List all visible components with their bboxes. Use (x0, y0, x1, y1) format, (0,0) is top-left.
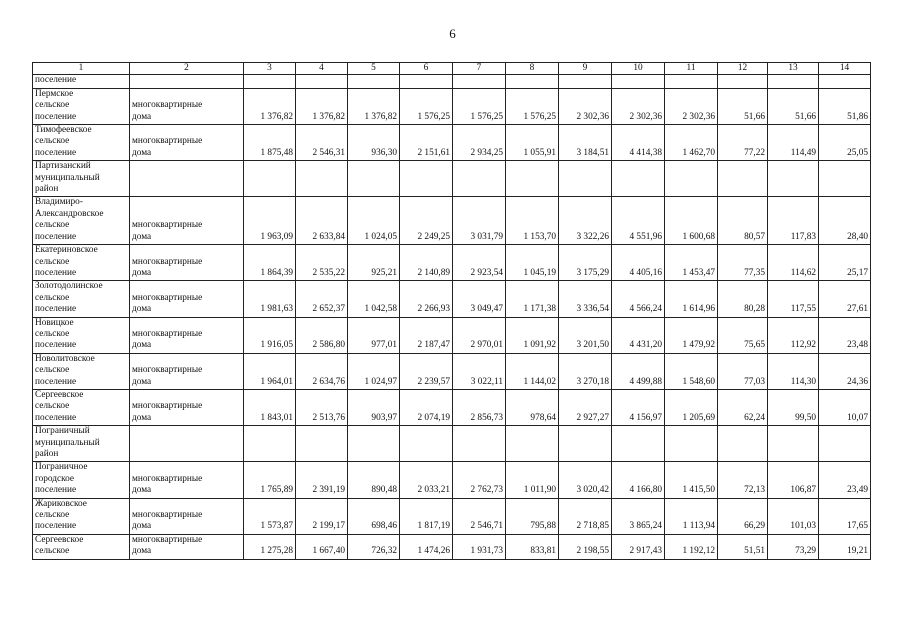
value-cell (559, 161, 612, 197)
value-cell: 1 614,96 (665, 281, 718, 317)
value-cell: 2 033,21 (400, 462, 453, 498)
value-cell: 3 031,79 (453, 197, 506, 245)
value-cell: 106,87 (768, 462, 819, 498)
value-cell: 3 865,24 (612, 498, 665, 534)
value-cell: 19,21 (819, 534, 871, 559)
value-cell: 2 856,73 (453, 389, 506, 425)
municipality-name: поселение (33, 75, 130, 88)
header-row (33, 63, 871, 75)
housing-type: многоквартирные дома (130, 125, 244, 161)
value-cell: 4 431,20 (612, 317, 665, 353)
housing-type: многоквартирные дома (130, 88, 244, 124)
value-cell: 1 576,25 (453, 88, 506, 124)
value-cell (612, 161, 665, 197)
value-cell: 2 546,71 (453, 498, 506, 534)
value-cell: 51,66 (718, 88, 768, 124)
value-cell (296, 161, 348, 197)
value-cell: 2 652,37 (296, 281, 348, 317)
value-cell: 1 376,82 (348, 88, 400, 124)
value-cell (718, 161, 768, 197)
municipality-name: Партизанский муниципальный район (33, 161, 130, 197)
value-cell: 4 499,88 (612, 353, 665, 389)
value-cell: 1 171,38 (506, 281, 559, 317)
value-cell: 2 633,84 (296, 197, 348, 245)
value-cell: 2 391,19 (296, 462, 348, 498)
housing-type: многоквартирные дома (130, 245, 244, 281)
value-cell: 80,28 (718, 281, 768, 317)
value-cell: 117,83 (768, 197, 819, 245)
value-cell: 1 864,39 (244, 245, 296, 281)
value-cell: 2 586,80 (296, 317, 348, 353)
municipality-name: Пограничное городское поселение (33, 462, 130, 498)
table-body (33, 63, 871, 560)
value-cell (768, 426, 819, 462)
value-cell (348, 161, 400, 197)
value-cell: 1 479,92 (665, 317, 718, 353)
value-cell: 10,07 (819, 389, 871, 425)
value-cell: 3 270,18 (559, 353, 612, 389)
value-cell (665, 75, 718, 88)
column-number: 8 (506, 63, 559, 75)
value-cell: 25,17 (819, 245, 871, 281)
value-cell: 1 415,50 (665, 462, 718, 498)
value-cell: 2 535,22 (296, 245, 348, 281)
value-cell (400, 161, 453, 197)
municipality-name: Сергеевское сельское поселение (33, 389, 130, 425)
value-cell (296, 426, 348, 462)
value-cell (453, 75, 506, 88)
value-cell: 77,22 (718, 125, 768, 161)
value-cell: 2 923,54 (453, 245, 506, 281)
value-cell: 2 266,93 (400, 281, 453, 317)
table-row (33, 317, 871, 353)
value-cell: 4 156,97 (612, 389, 665, 425)
value-cell (612, 426, 665, 462)
table-row (33, 88, 871, 124)
value-cell: 1 573,87 (244, 498, 296, 534)
housing-type: многоквартирные дома (130, 317, 244, 353)
value-cell: 2 302,36 (559, 88, 612, 124)
value-cell: 1 964,01 (244, 353, 296, 389)
housing-type: многоквартирные дома (130, 498, 244, 534)
value-cell: 101,03 (768, 498, 819, 534)
page-number: 6 (449, 26, 456, 41)
value-cell: 23,49 (819, 462, 871, 498)
value-cell: 2 198,55 (559, 534, 612, 559)
value-cell (244, 161, 296, 197)
value-cell: 2 762,73 (453, 462, 506, 498)
value-cell: 1 462,70 (665, 125, 718, 161)
municipality-name: Новицкое сельское поселение (33, 317, 130, 353)
value-cell (665, 161, 718, 197)
housing-type: многоквартирные дома (130, 389, 244, 425)
value-cell (559, 426, 612, 462)
value-cell: 1 576,25 (400, 88, 453, 124)
column-number: 2 (130, 63, 244, 75)
value-cell: 1 024,97 (348, 353, 400, 389)
value-cell: 4 166,80 (612, 462, 665, 498)
housing-type: многоквартирные дома (130, 197, 244, 245)
value-cell: 117,55 (768, 281, 819, 317)
value-cell: 3 020,42 (559, 462, 612, 498)
value-cell: 3 175,29 (559, 245, 612, 281)
value-cell: 2 199,17 (296, 498, 348, 534)
value-cell (718, 426, 768, 462)
municipality-name: Новолитовское сельское поселение (33, 353, 130, 389)
value-cell: 99,50 (768, 389, 819, 425)
municipality-name: Владимиро- Александровское сельское поселение (33, 197, 130, 245)
table-row (33, 534, 871, 559)
value-cell: 2 074,19 (400, 389, 453, 425)
municipality-name: Пермское сельское поселение (33, 88, 130, 124)
value-cell: 114,30 (768, 353, 819, 389)
value-cell (559, 75, 612, 88)
column-number: 4 (296, 63, 348, 75)
value-cell: 1 055,91 (506, 125, 559, 161)
value-cell: 1 817,19 (400, 498, 453, 534)
value-cell: 4 405,16 (612, 245, 665, 281)
municipality-name: Пограничный муниципальный район (33, 426, 130, 462)
value-cell: 112,92 (768, 317, 819, 353)
value-cell: 4 414,38 (612, 125, 665, 161)
value-cell: 1 144,02 (506, 353, 559, 389)
municipality-name: Золотодолинское сельское поселение (33, 281, 130, 317)
value-cell (348, 426, 400, 462)
value-cell: 114,62 (768, 245, 819, 281)
table-row (33, 161, 871, 197)
value-cell (768, 75, 819, 88)
column-number: 5 (348, 63, 400, 75)
value-cell: 3 184,51 (559, 125, 612, 161)
value-cell: 66,29 (718, 498, 768, 534)
value-cell: 2 546,31 (296, 125, 348, 161)
value-cell: 2 934,25 (453, 125, 506, 161)
table-row (33, 498, 871, 534)
housing-type (130, 161, 244, 197)
housing-type: многоквартирные дома (130, 281, 244, 317)
tariff-table (32, 62, 871, 560)
housing-type: многоквартирные дома (130, 462, 244, 498)
value-cell (506, 161, 559, 197)
value-cell: 25,05 (819, 125, 871, 161)
column-number: 10 (612, 63, 665, 75)
column-number: 14 (819, 63, 871, 75)
value-cell: 2 302,36 (612, 88, 665, 124)
value-cell: 2 249,25 (400, 197, 453, 245)
value-cell: 75,65 (718, 317, 768, 353)
housing-type (130, 75, 244, 88)
value-cell: 73,29 (768, 534, 819, 559)
value-cell (819, 426, 871, 462)
value-cell: 51,66 (768, 88, 819, 124)
table-row (33, 389, 871, 425)
value-cell (244, 75, 296, 88)
value-cell: 698,46 (348, 498, 400, 534)
table-row (33, 125, 871, 161)
value-cell (244, 426, 296, 462)
value-cell: 890,48 (348, 462, 400, 498)
table-row (33, 245, 871, 281)
value-cell: 3 201,50 (559, 317, 612, 353)
value-cell: 2 634,76 (296, 353, 348, 389)
value-cell: 1 205,69 (665, 389, 718, 425)
value-cell (400, 426, 453, 462)
value-cell: 2 917,43 (612, 534, 665, 559)
table-row (33, 353, 871, 389)
housing-type: многоквартирные дома (130, 353, 244, 389)
table-row (33, 197, 871, 245)
value-cell: 23,48 (819, 317, 871, 353)
column-number: 12 (718, 63, 768, 75)
value-cell: 17,65 (819, 498, 871, 534)
value-cell: 2 302,36 (665, 88, 718, 124)
table-row (33, 75, 871, 88)
column-number: 1 (33, 63, 130, 75)
value-cell: 2 239,57 (400, 353, 453, 389)
column-number: 3 (244, 63, 296, 75)
value-cell: 2 151,61 (400, 125, 453, 161)
value-cell: 1 875,48 (244, 125, 296, 161)
value-cell: 77,35 (718, 245, 768, 281)
value-cell: 1 981,63 (244, 281, 296, 317)
value-cell (400, 75, 453, 88)
value-cell (819, 75, 871, 88)
value-cell: 114,49 (768, 125, 819, 161)
municipality-name: Екатериновское сельское поселение (33, 245, 130, 281)
value-cell: 1 376,82 (244, 88, 296, 124)
housing-type: многоквартирные дома (130, 534, 244, 559)
value-cell: 1 011,90 (506, 462, 559, 498)
value-cell: 80,57 (718, 197, 768, 245)
value-cell (296, 75, 348, 88)
value-cell: 2 718,85 (559, 498, 612, 534)
value-cell: 4 566,24 (612, 281, 665, 317)
value-cell: 977,01 (348, 317, 400, 353)
value-cell: 77,03 (718, 353, 768, 389)
value-cell: 925,21 (348, 245, 400, 281)
value-cell: 1 667,40 (296, 534, 348, 559)
value-cell: 1 474,26 (400, 534, 453, 559)
value-cell: 2 140,89 (400, 245, 453, 281)
value-cell (612, 75, 665, 88)
value-cell: 1 091,92 (506, 317, 559, 353)
column-number: 11 (665, 63, 718, 75)
value-cell: 28,40 (819, 197, 871, 245)
column-number: 7 (453, 63, 506, 75)
value-cell: 833,81 (506, 534, 559, 559)
value-cell: 795,88 (506, 498, 559, 534)
value-cell (453, 426, 506, 462)
value-cell: 4 551,96 (612, 197, 665, 245)
table-row (33, 281, 871, 317)
value-cell: 726,32 (348, 534, 400, 559)
value-cell: 1 453,47 (665, 245, 718, 281)
municipality-name: Тимофеевское сельское поселение (33, 125, 130, 161)
value-cell: 978,64 (506, 389, 559, 425)
value-cell (348, 75, 400, 88)
value-cell: 1 045,19 (506, 245, 559, 281)
value-cell: 62,24 (718, 389, 768, 425)
housing-type (130, 426, 244, 462)
value-cell: 2 927,27 (559, 389, 612, 425)
value-cell: 2 187,47 (400, 317, 453, 353)
value-cell: 936,30 (348, 125, 400, 161)
value-cell: 1 153,70 (506, 197, 559, 245)
value-cell: 1 600,68 (665, 197, 718, 245)
value-cell (819, 161, 871, 197)
value-cell: 1 963,09 (244, 197, 296, 245)
value-cell: 51,51 (718, 534, 768, 559)
value-cell: 3 022,11 (453, 353, 506, 389)
value-cell (453, 161, 506, 197)
value-cell: 1 024,05 (348, 197, 400, 245)
value-cell (665, 426, 718, 462)
municipality-name: Жариковское сельское поселение (33, 498, 130, 534)
value-cell (768, 161, 819, 197)
column-number: 13 (768, 63, 819, 75)
value-cell: 1 042,58 (348, 281, 400, 317)
value-cell: 3 049,47 (453, 281, 506, 317)
value-cell (718, 75, 768, 88)
value-cell: 1 916,05 (244, 317, 296, 353)
column-number: 9 (559, 63, 612, 75)
value-cell: 1 376,82 (296, 88, 348, 124)
value-cell: 903,97 (348, 389, 400, 425)
municipality-name: Сергеевское сельское (33, 534, 130, 559)
value-cell: 1 548,60 (665, 353, 718, 389)
value-cell: 51,86 (819, 88, 871, 124)
value-cell (506, 75, 559, 88)
value-cell: 3 336,54 (559, 281, 612, 317)
value-cell: 1 843,01 (244, 389, 296, 425)
value-cell: 27,61 (819, 281, 871, 317)
value-cell: 72,13 (718, 462, 768, 498)
table-row (33, 426, 871, 462)
value-cell: 24,36 (819, 353, 871, 389)
column-number: 6 (400, 63, 453, 75)
value-cell: 1 275,28 (244, 534, 296, 559)
value-cell: 2 970,01 (453, 317, 506, 353)
value-cell: 1 765,89 (244, 462, 296, 498)
value-cell: 2 513,76 (296, 389, 348, 425)
value-cell: 1 113,94 (665, 498, 718, 534)
value-cell: 1 576,25 (506, 88, 559, 124)
table-row (33, 462, 871, 498)
value-cell (506, 426, 559, 462)
value-cell: 1 192,12 (665, 534, 718, 559)
value-cell: 3 322,26 (559, 197, 612, 245)
value-cell: 1 931,73 (453, 534, 506, 559)
